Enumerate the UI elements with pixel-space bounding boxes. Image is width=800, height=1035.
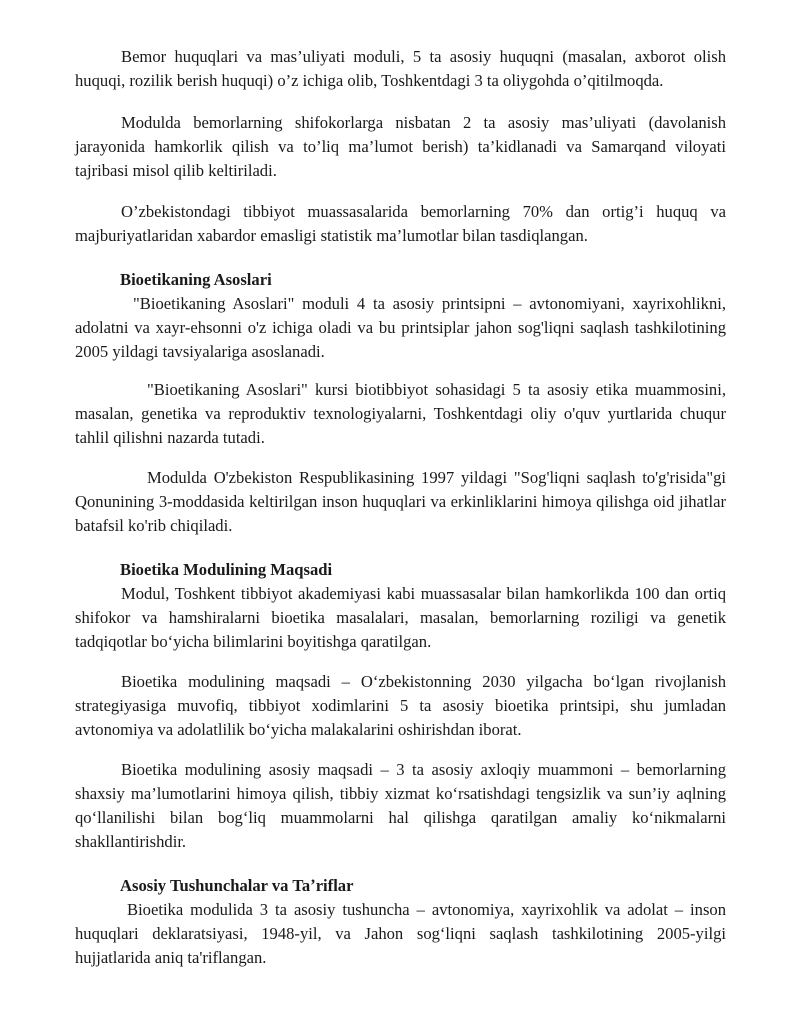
- paragraph-module-partnership: [75, 582, 726, 654]
- paragraph-patient-responsibilities: [75, 111, 726, 183]
- section-heading-concepts: Asosiy Tushunchalar va Taʼriflar: [120, 876, 354, 895]
- paragraph-text: Bioetika modulida 3 ta asosiy tushuncha – avtonomiya, xayrixohlik va adolat – inson huquqlari deklaratsiyasi, 1948-yil, va Jahon sog‘liqni saqlash tashkilotining 2005-yilgi hujjatlarida aniq ta'riflangan.: [75, 900, 726, 967]
- paragraph-module-main-goal: [75, 758, 726, 854]
- paragraph-text: Modulda O'zbekiston Respublikasining 1997 yildagi "Sog'liqni saqlash to'g'risida"gi Qonunining 3-moddasida keltirilgan inson huquqlari va erkinliklarini himoya qilishga oid jihatlar batafsil ko'rib chiqiladi.: [75, 468, 726, 535]
- paragraph-bioethics-principles: [75, 292, 726, 364]
- paragraph-module-goal: [75, 670, 726, 742]
- paragraph-text: Bioetika modulining maqsadi – O‘zbekistonning 2030 yilgacha bo‘lgan rivojlanish strategiyasiga muvofiq, tibbiyot xodimlarini 5 ta asosiy bioetika printsipi, shu jumladan avtonomiya va adolatlilik bo‘yicha malakalarini oshirishdan iborat.: [75, 672, 726, 739]
- paragraph-text: Modul, Toshkent tibbiyot akademiyasi kabi muassasalar bilan hamkorlikda 100 dan ortiq shifokor va hamshiralarni bioetika masalalari, masalan, bemorlarning roziligi va genetik tadqiqotlar bo‘yicha bilimlarini boyitishga qaratilgan.: [75, 584, 726, 651]
- paragraph-patient-rights: [75, 45, 726, 93]
- paragraph-statistics: [75, 200, 726, 248]
- paragraph-text: Bemor huquqlari va mas’uliyati moduli, 5 ta asosiy huquqni (masalan, axborot olish huquqi, rozilik berish huquqi) o’z ichiga olib, Toshkentdagi 3 ta oliygohda o’qitilmoqda.: [75, 47, 726, 90]
- paragraph-bioethics-course: [75, 378, 726, 450]
- paragraph-text: "Bioetikaning Asoslari" moduli 4 ta asosiy printsipni – avtonomiyani, xayrixohlikni, adolatni va xayr-ehsonni o'z ichiga oladi va bu printsiplar jahon sog'liqni saqlash tashkilotining 2005 yildagi tavsiyalariga asoslanadi.: [75, 294, 726, 361]
- section-heading-module-goal: Bioetika Modulining Maqsadi: [120, 560, 333, 579]
- paragraph-text: "Bioetikaning Asoslari" kursi biotibbiyot sohasidagi 5 ta asosiy etika muammosini, masalan, genetika va reproduktiv texnologiyalarni, Toshkentdagi oliy o'quv yurtlarida chuqur tahlil qilishni nazarda tutadi.: [75, 380, 726, 447]
- paragraph-text: Modulda bemorlarning shifokorlarga nisbatan 2 ta asosiy mas’uliyati (davolanish jarayonida hamkorlik qilish va to’liq ma’lumot berish) ta’kidlanadi va Samarqand viloyati tajribasi misol qilib keltiriladi.: [75, 113, 726, 180]
- paragraph-text: O’zbekistondagi tibbiyot muassasalarida bemorlarning 70% dan ortig’i huquq va majburiyatlaridan xabardor emasligi statistik ma’lumotlar bilan tasdiqlangan.: [75, 202, 726, 245]
- paragraph-text: Bioetika modulining asosiy maqsadi – 3 ta asosiy axloqiy muammoni – bemorlarning shaxsiy ma’lumotlarini himoya qilish, tibbiy xizmat ko‘rsatishdagi tengsizlik va sun’iy aqlning qo‘llanilishi bilan bog‘liq muammolarni hal qilishga qaratilgan amaliy ko‘nikmalarni shakllantirishdir.: [75, 760, 726, 851]
- paragraph-concepts: [75, 898, 726, 970]
- section-heading-bioethics-basics: Bioetikaning Asoslari: [120, 270, 272, 289]
- paragraph-health-law: [75, 466, 726, 538]
